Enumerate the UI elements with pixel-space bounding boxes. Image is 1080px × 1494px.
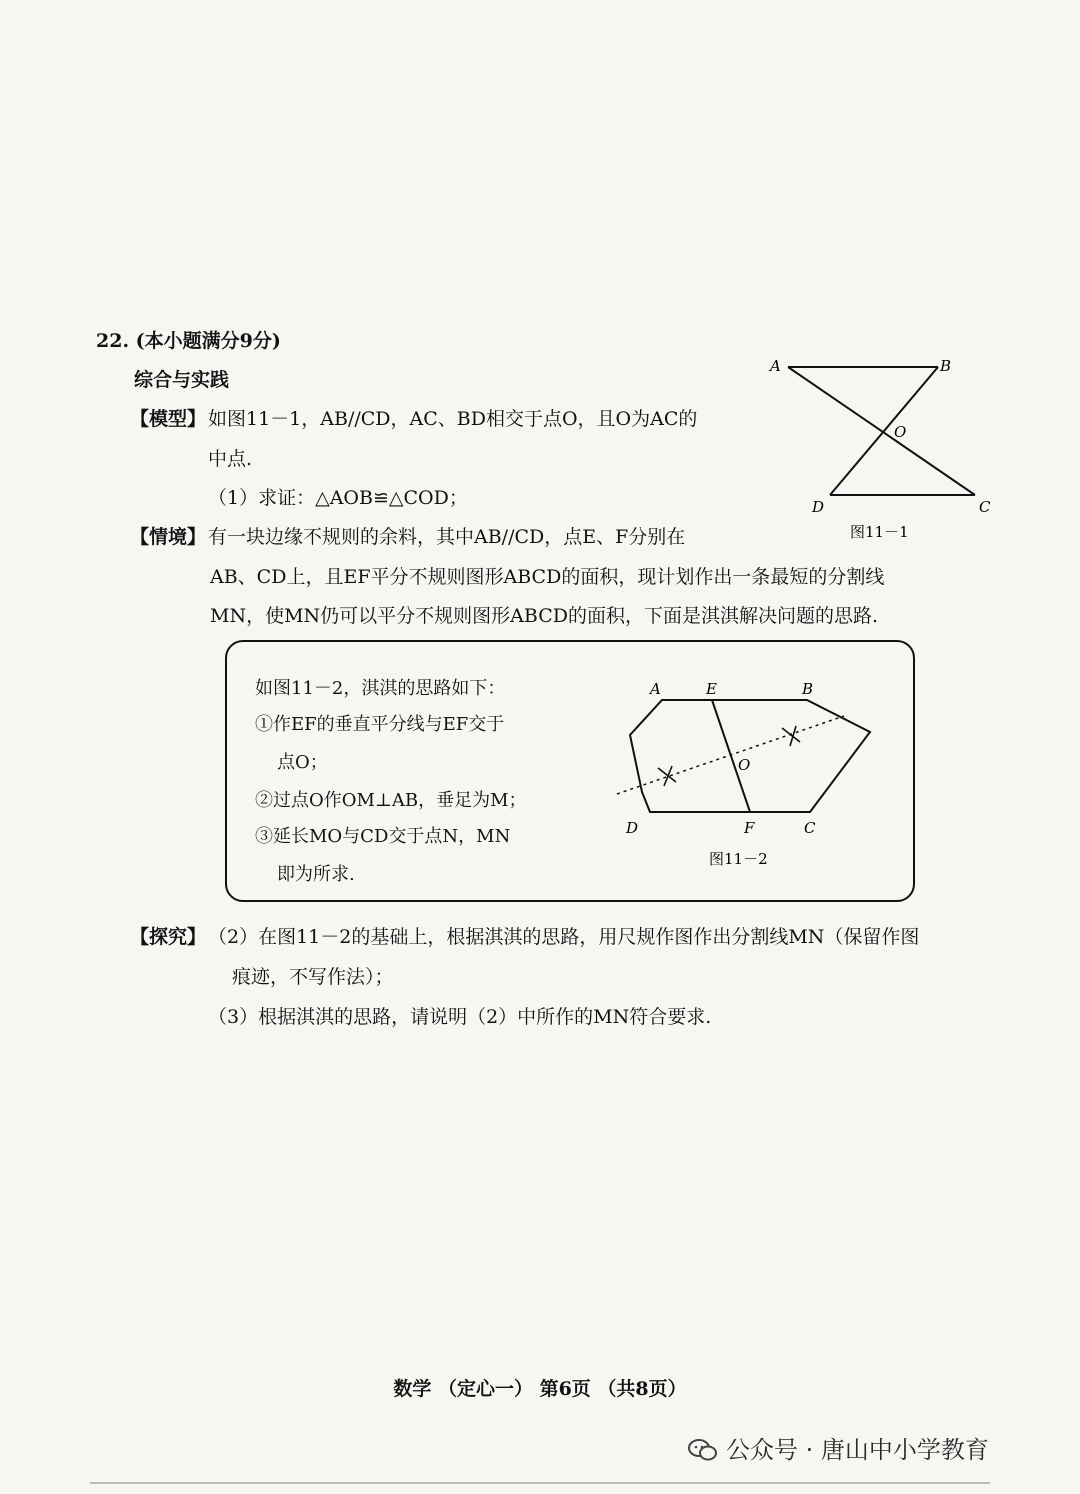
box-step1-line2: 点O； [277, 752, 328, 773]
label-o: O [894, 423, 907, 441]
context-text-line2: AB、CD上，且EF平分不规则图形ABCD的面积，现计划作出一条最短的分割线 [210, 566, 885, 588]
model-text-line2: 中点. [208, 448, 253, 470]
explore-tag: 【探究】 [130, 926, 207, 948]
perpendicular-bisector-dashed [617, 716, 844, 794]
wechat-icon [688, 1438, 718, 1462]
section-title: 综合与实践 [134, 369, 230, 391]
label-o: O [738, 756, 751, 774]
figure-11-1-caption: 图11－1 [850, 523, 909, 541]
label-b: B [802, 680, 814, 698]
box-step3-line2: 即为所求. [277, 864, 355, 885]
context-text-line1: 有一块边缘不规则的余料，其中AB//CD，点E、F分别在 [208, 526, 686, 548]
model-text-line1: 如图11－1，AB//CD，AC、BD相交于点O，且O为AC的 [208, 408, 698, 430]
label-e: E [706, 680, 717, 698]
label-a: A [650, 680, 661, 698]
label-a: A [770, 357, 781, 375]
box-intro: 如图11－2，淇淇的思路如下： [255, 678, 506, 699]
context-tag: 【情境】 [130, 526, 207, 548]
label-c: C [979, 498, 991, 516]
watermark-text: 公众号 · 唐山中小学教育 [726, 1436, 989, 1464]
box-step1-line1: ①作EF的垂直平分线与EF交于 [255, 714, 505, 735]
label-d: D [626, 819, 639, 837]
label-c: C [804, 819, 816, 837]
segment-ac [788, 367, 975, 495]
thinking-box [225, 640, 915, 902]
problem-number: 22. (本小题满分9分) [96, 330, 281, 352]
box-step2: ②过点O作OM⊥AB，垂足为M； [255, 790, 527, 811]
model-tag: 【模型】 [130, 408, 207, 430]
question-2-line2: 痕迹，不写作法）； [232, 966, 394, 988]
question-1: （1）求证：△AOB≌△COD； [208, 487, 468, 509]
figure-11-2-caption: 图11－2 [709, 850, 768, 868]
label-f: F [744, 819, 755, 837]
figure-11-2 [612, 680, 902, 910]
bleed-through-area [95, 130, 975, 330]
box-step3-line1: ③延长MO与CD交于点N，MN [255, 826, 511, 847]
question-3: （3）根据淇淇的思路，请说明（2）中所作的MN符合要求. [208, 1006, 712, 1028]
arc-mark-left [658, 766, 676, 786]
question-2-line1: （2）在图11－2的基础上，根据淇淇的思路，用尺规作图作出分割线MN（保留作图 [208, 926, 920, 948]
page-footer: 数学 （定心一） 第6页 （共8页） [393, 1378, 687, 1400]
label-d: D [812, 498, 825, 516]
bottom-edge-line [90, 1482, 990, 1484]
watermark [688, 1430, 989, 1465]
segment-bd [830, 367, 938, 495]
figure-11-1 [760, 355, 1000, 541]
label-b: B [940, 357, 952, 375]
context-text-line3: MN，使MN仍可以平分不规则图形ABCD的面积，下面是淇淇解决问题的思路. [210, 605, 879, 627]
